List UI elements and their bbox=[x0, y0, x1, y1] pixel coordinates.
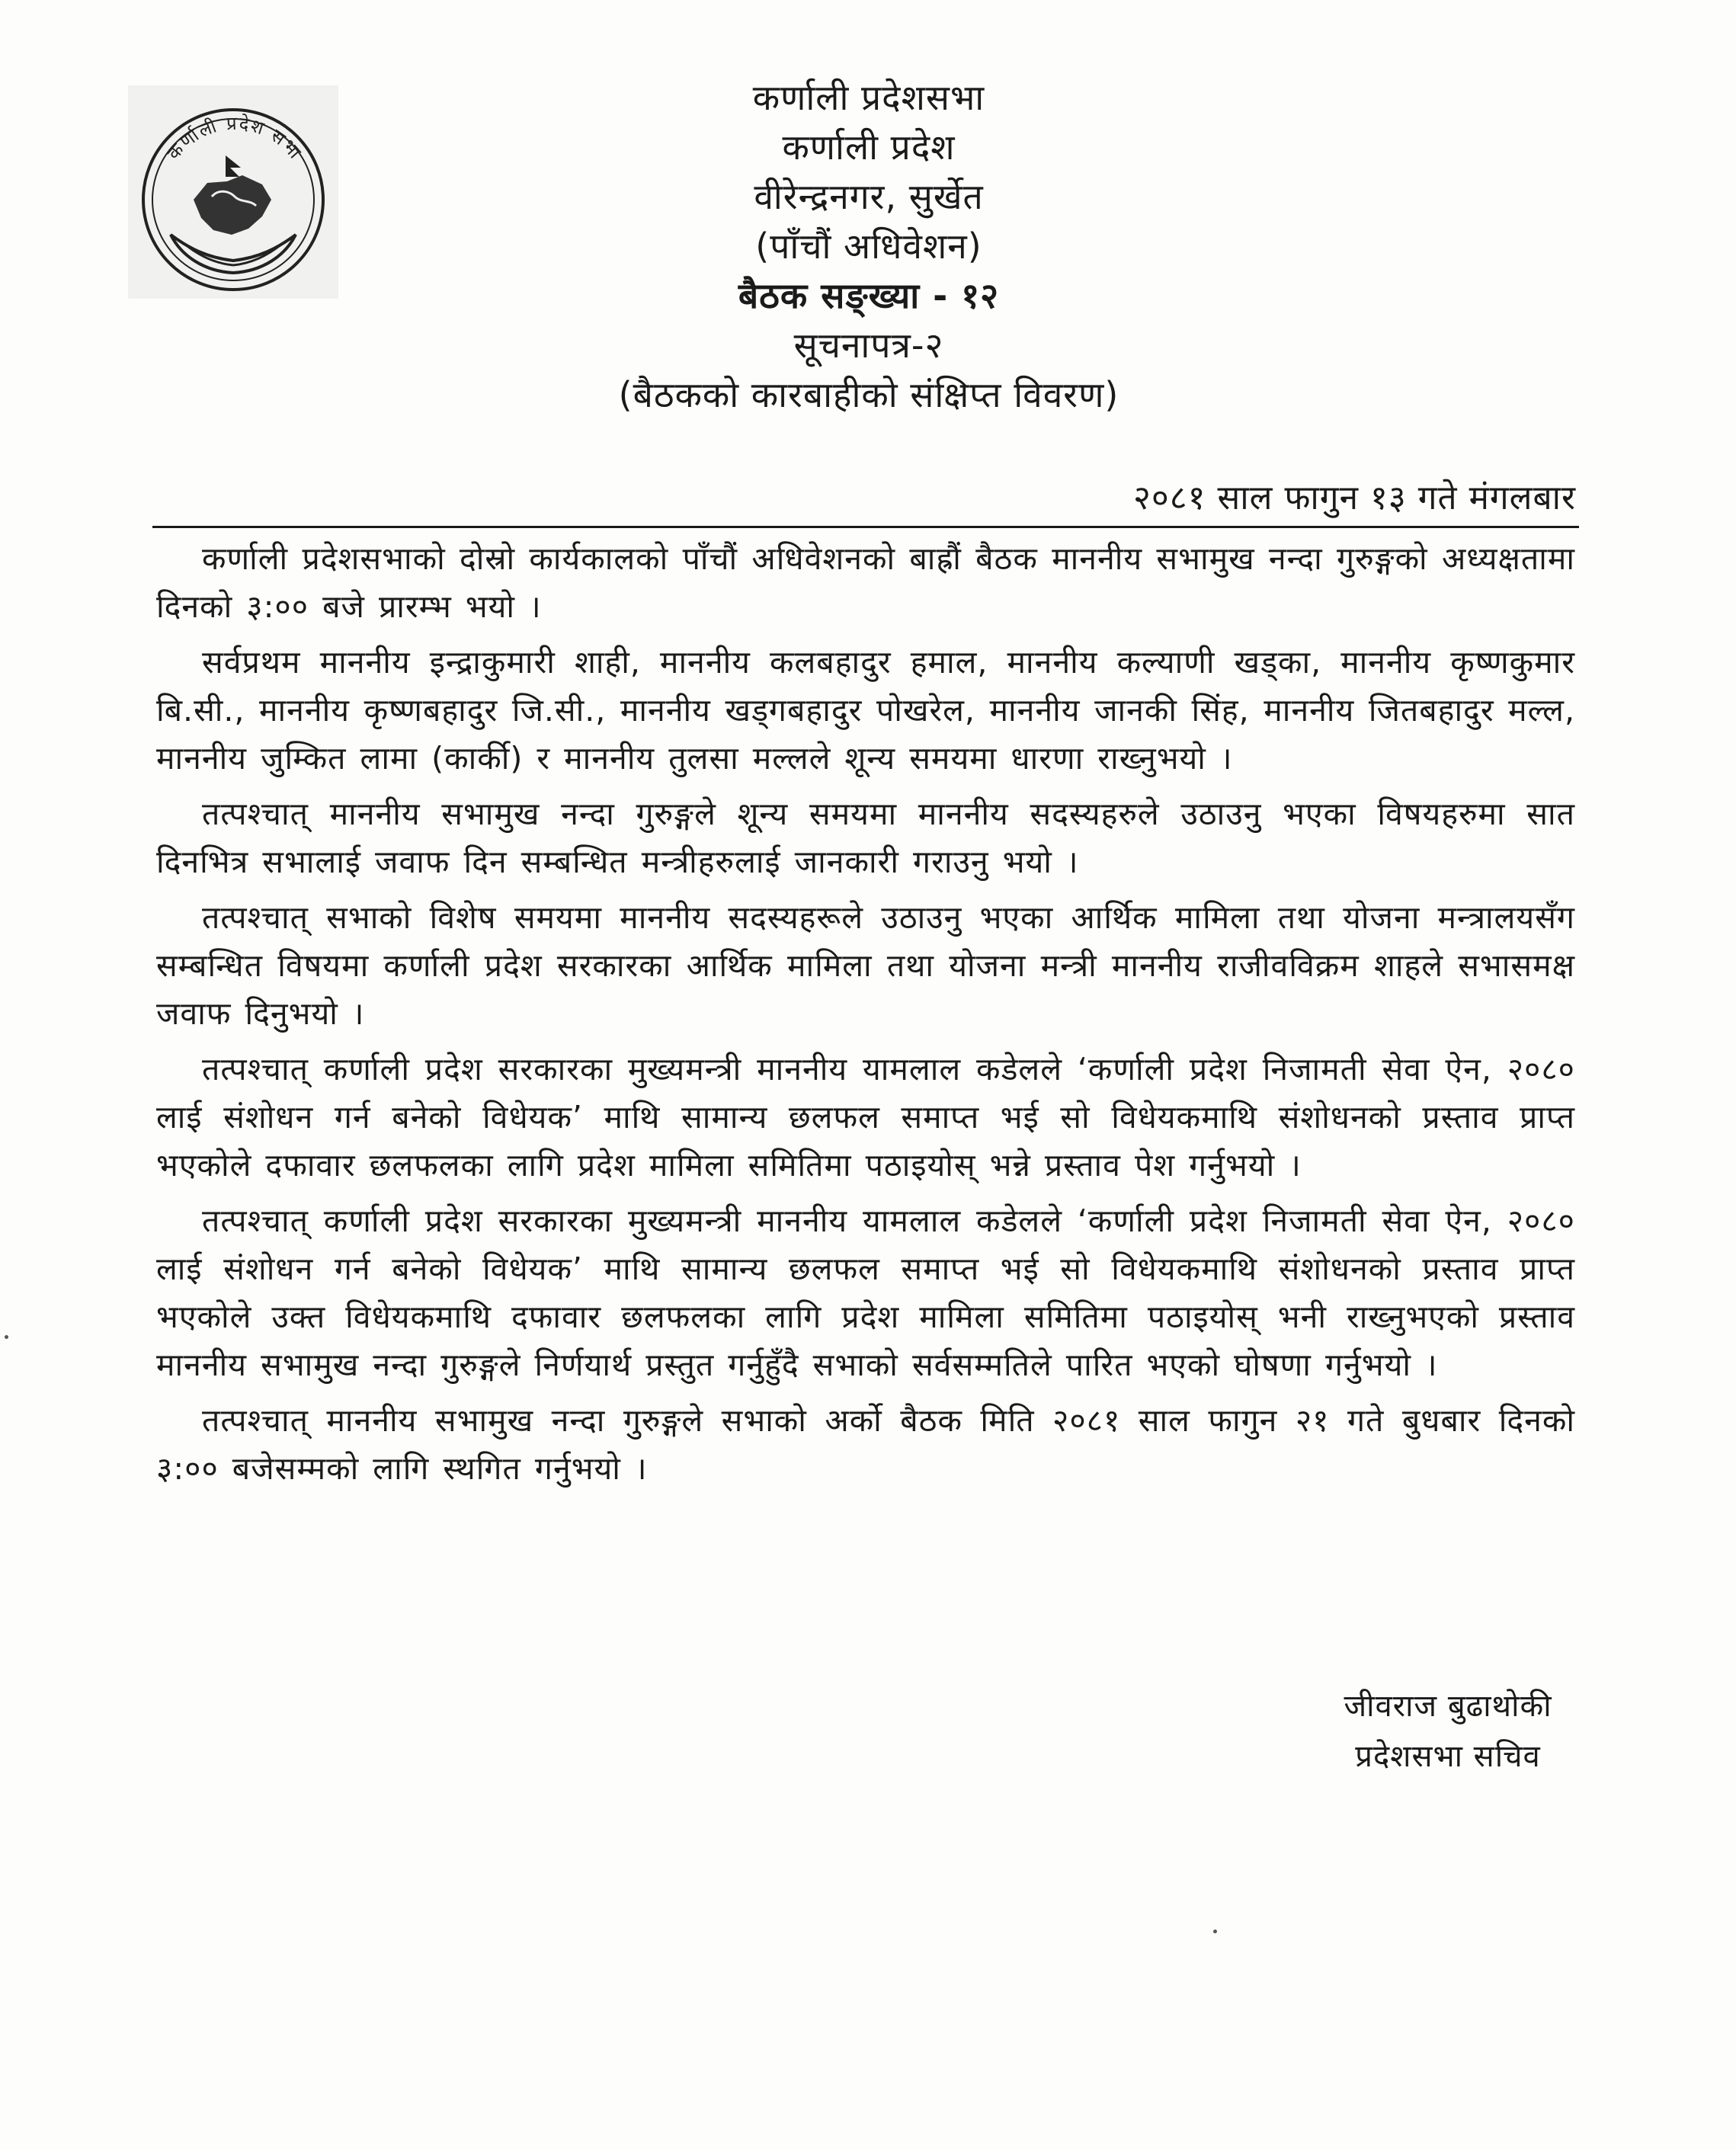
location: वीरेन्द्रनगर, सुर्खेत bbox=[754, 176, 984, 217]
meeting-number: बैठक सङ्ख्या - १२ bbox=[738, 275, 1000, 316]
svg-text:कर्णाली प्रदेश सभा bbox=[163, 113, 306, 164]
signatory-title: प्रदेशसभा सचिव bbox=[1355, 1739, 1541, 1774]
emblem-text: कर्णाली प्रदेश सभा bbox=[162, 112, 307, 165]
signatory-name: जीवराज बुढाथोकी bbox=[1344, 1689, 1552, 1724]
notice-subtitle: (बैठकको कारबाहीको संक्षिप्त विवरण) bbox=[618, 374, 1119, 415]
province-name: कर्णाली प्रदेश bbox=[782, 127, 956, 168]
assembly-name: कर्णाली प्रदेशसभा bbox=[752, 77, 985, 118]
scan-speck bbox=[5, 1335, 8, 1339]
notice-date: २०८१ साल फागुन १३ गते मंगलबार bbox=[1133, 479, 1576, 517]
notice-body bbox=[156, 535, 1575, 1493]
notice-number: सूचनापत्र-२ bbox=[793, 325, 944, 366]
session-name: (पाँचौं अधिवेशन) bbox=[755, 226, 982, 267]
paragraph-adjournment: तत्पश्चात् माननीय सभामुख नन्दा गुरुङ्गले सभाको अर्को बैठक मिति २०८१ साल फागुन २१ गते बुधबार दिनको ३:०० बजेसम्मको लागि स्थगित गर्नुभयो । bbox=[156, 1402, 1575, 1487]
karnali-pradeshsabha-seal-icon bbox=[128, 85, 338, 299]
paragraph-special-time: तत्पश्चात् सभाको विशेष समयमा माननीय सदस्यहरूले उठाउनु भएका आर्थिक मामिला तथा योजना मन्त्रालयसँग सम्बन्धित विषयमा कर्णाली प्रदेश सरकारका आर्थिक मामिला तथा योजना मन्त्री माननीय राजीवविक्रम शाहले सभासमक्ष जवाफ दिनुभयो । bbox=[156, 899, 1575, 1032]
header-divider bbox=[152, 526, 1579, 528]
document-header bbox=[488, 77, 1250, 427]
paragraph-speaker-directive: तत्पश्चात् माननीय सभामुख नन्दा गुरुङ्गले शून्य समयमा माननीय सदस्यहरुले उठाउनु भएका विषयहरुमा सात दिनभित्र सभालाई जवाफ दिन सम्बन्धित मन्त्रीहरुलाई जानकारी गराउनु भयो । bbox=[156, 796, 1575, 880]
paragraph-opening: कर्णाली प्रदेशसभाको दोस्रो कार्यकालको पाँचौं अधिवेशनको बाह्रौं बैठक माननीय सभामुख नन्दा गुरुङ्गको अध्यक्षतामा दिनको ३:०० बजे प्रारम्भ भयो । bbox=[156, 540, 1575, 625]
signature-block bbox=[1296, 1681, 1600, 1782]
paragraph-zero-hour: सर्वप्रथम माननीय इन्द्राकुमारी शाही, माननीय कलबहादुर हमाल, माननीय कल्याणी खड्का, माननीय कृष्णकुमार बि.सी., माननीय कृष्णबहादुर जि.सी., माननीय खड्गबहादुर पोखरेल, माननीय जानकी सिंह, माननीय जितबहादुर मल्ल, माननीय जुम्कित लामा (कार्की) र माननीय तुलसा मल्लले शून्य समयमा धारणा राख्नुभयो । bbox=[156, 644, 1575, 777]
paragraph-bill-proposal: तत्पश्चात् कर्णाली प्रदेश सरकारका मुख्यमन्त्री माननीय यामलाल कडेलले ‘कर्णाली प्रदेश निजामती सेवा ऐन, २०८० लाई संशोधन गर्न बनेको विधेयक’ माथि सामान्य छलफल समाप्त भई सो विधेयकमाथि संशोधनको प्रस्ताव प्राप्त भएकोले दफावार छलफलका लागि प्रदेश मामिला समितिमा पठाइयोस् भन्ने प्रस्ताव पेश गर्नुभयो । bbox=[156, 1051, 1575, 1183]
paragraph-bill-decision: तत्पश्चात् कर्णाली प्रदेश सरकारका मुख्यमन्त्री माननीय यामलाल कडेलले ‘कर्णाली प्रदेश निजामती सेवा ऐन, २०८० लाई संशोधन गर्न बनेको विधेयक’ माथि सामान्य छलफल समाप्त भई सो विधेयकमाथि संशोधनको प्रस्ताव प्राप्त भएकोले उक्त विधेयकमाथि दफावार छलफलका लागि प्रदेश मामिला समितिमा पठाइयोस् भनी राख्नुभएको प्रस्ताव माननीय सभामुख नन्दा गुरुङ्गले निर्णयार्थ प्रस्तुत गर्नुहुँदै सभाको सर्वसम्मतिले पारित भएको घोषणा गर्नुभयो । bbox=[156, 1203, 1575, 1383]
scan-speck bbox=[1213, 1930, 1217, 1933]
